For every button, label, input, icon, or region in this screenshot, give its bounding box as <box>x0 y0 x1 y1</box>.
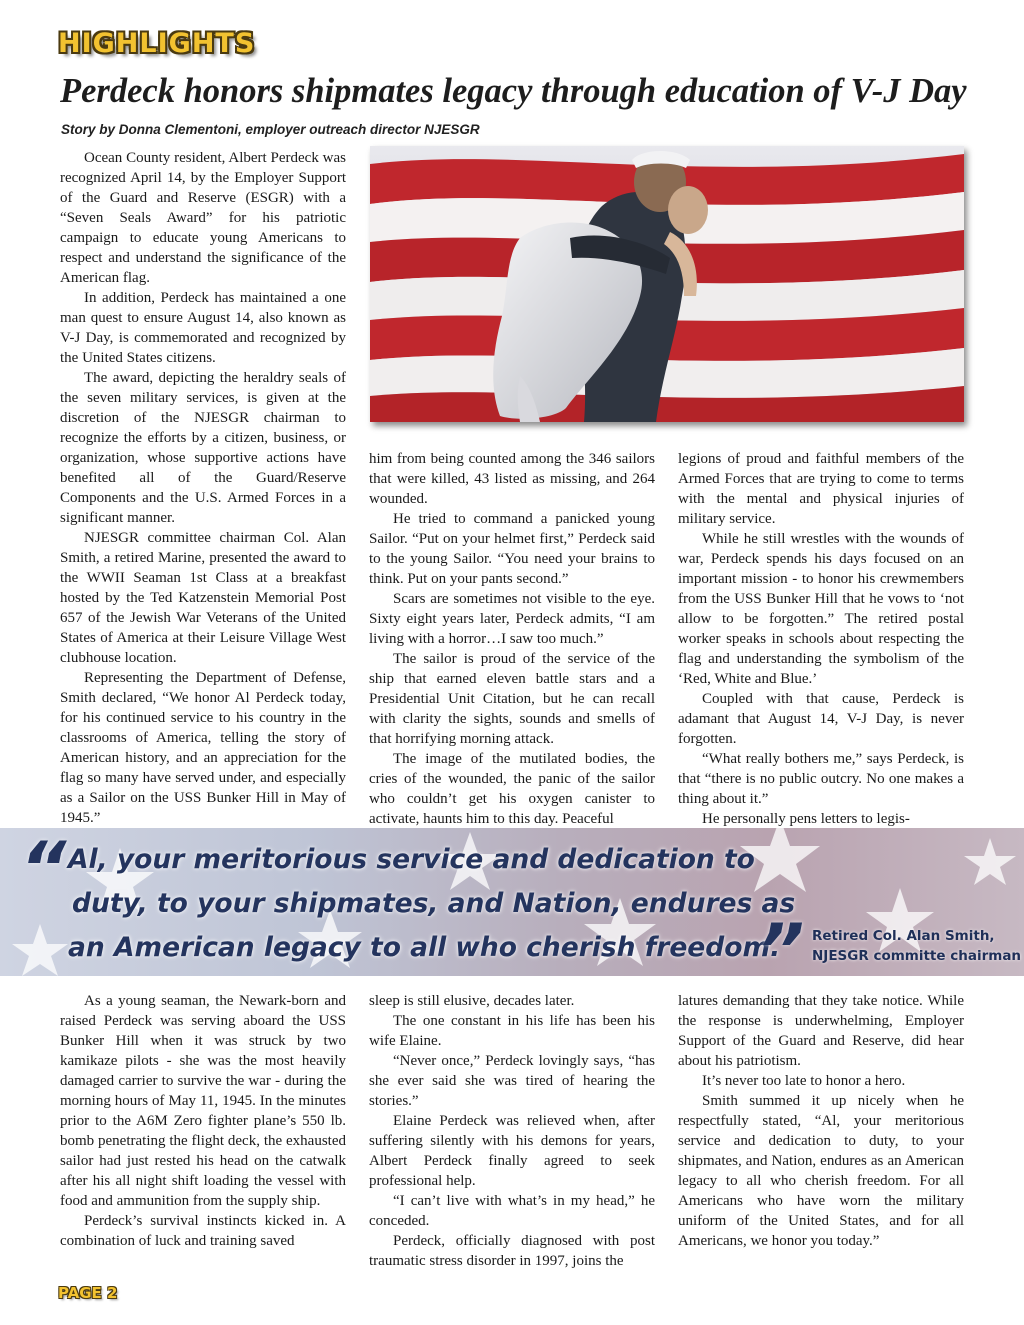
bottom-column-3 <box>678 991 964 1251</box>
paragraph: As a young seaman, the Newark-born and raised Perdeck was serving aboard the USS Bunker Hill when it was struck by two kamikaze pilots - she was the most heavily damaged carrier to survive the war - during the morning hours of May 11, 1945. In the minutes prior to the A6M Zero fighter plane’s 550 lb. bomb penetrating the flight deck, the exhausted sailor had just rested his head on the catwalk after his all night shift loading the vessel with food and ammunition from the supply ship. <box>60 993 346 1209</box>
paragraph: “Never once,” Perdeck lovingly says, “has she ever said she was tired of hearing the stories.” <box>369 1053 655 1109</box>
pull-quote-line: duty, to your shipmates, and Nation, endures as <box>72 888 796 919</box>
pull-quote-text <box>68 838 795 970</box>
open-quote-mark: “ <box>20 828 67 910</box>
paragraph: Perdeck, officially diagnosed with post traumatic stress disorder in 1997, joins the <box>369 1233 655 1269</box>
paragraph: It’s never too late to honor a hero. <box>702 1073 906 1089</box>
paragraph: legions of proud and faithful members of the Armed Forces that are trying to come to terms with the mental and physical injuries of military service. <box>678 451 964 527</box>
paragraph: The award, depicting the heraldry seals of the seven military services, is given at the discretion of the NJESGR chairman to recognize the efforts by a citizen, business, or organization, whose supportive actions have benefited all of the Guard/Reserve Components and the U.S. Armed Forces in a significant manner. <box>60 370 346 526</box>
statue-flag-photo <box>370 146 964 422</box>
paragraph: sleep is still elusive, decades later. <box>369 993 575 1009</box>
paragraph: Elaine Perdeck was relieved when, after suffering silently with his demons for years, Albert Perdeck finally agreed to seek professional help. <box>369 1113 655 1189</box>
paragraph: In addition, Perdeck has maintained a one man quest to ensure August 14, also known as V-J Day, is commemorated and recognized by the United States citizens. <box>60 290 346 366</box>
paragraph: Ocean County resident, Albert Perdeck was recognized April 14, by the Employer Support of the Guard and Reserve (ESGR) with a “Seven Seals Award” for his patriotic campaign to educate young Americans to respect and understand the significance of the American flag. <box>60 150 346 286</box>
paragraph: latures demanding that they take notice. While the response is underwhelming, Employer Support of the Guard and Reserve, did hear about his patriotism. <box>678 993 964 1069</box>
paragraph: “I can’t live with what’s in my head,” he conceded. <box>369 1193 655 1229</box>
page-number: PAGE 2 <box>58 1284 118 1302</box>
paragraph: NJESGR committee chairman Col. Alan Smith, a retired Marine, presented the award to the WWII Seaman 1st Class at a breakfast hosted by the Ted Katzenstein Memorial Post 657 of the Jewish War Veterans of the United States of America at their Leisure Village West clubhouse location. <box>60 530 346 666</box>
bottom-column-1 <box>60 991 346 1251</box>
byline: Story by Donna Clementoni, employer outreach director NJESGR <box>61 122 480 137</box>
pull-quote-line: an American legacy to all who cherish freedom. <box>68 932 781 963</box>
bottom-column-2 <box>369 991 655 1271</box>
paragraph: The one constant in his life has been his wife Elaine. <box>369 1013 655 1049</box>
pull-quote-attribution <box>812 926 1021 966</box>
paragraph: The sailor is proud of the service of the ship that earned eleven battle stars and a Presidential Unit Citation, but he can recall with clarity the sights, sounds and smells of that horrifying morning attack. <box>369 651 655 747</box>
attribution-line: Retired Col. Alan Smith, <box>812 928 995 944</box>
pull-quote-line: Al, your meritorious service and dedication to <box>68 844 755 875</box>
statue-flag-illustration <box>370 146 964 422</box>
paragraph: Scars are sometimes not visible to the eye. Sixty eight years later, Perdeck admits, “I am living with a horror…I saw too much.” <box>369 591 655 647</box>
paragraph: Representing the Department of Defense, Smith declared, “We honor Al Perdeck today, for his continued service to his country in the classrooms of America, telling the story of American history, and an appreciation for the flag so many have served under, and especially as a Sailor on the USS Bunker Hill in May of 1945.” <box>60 670 346 826</box>
paragraph: Perdeck’s survival instincts kicked in. A combination of luck and training saved <box>60 1213 346 1249</box>
paragraph: him from being counted among the 346 sailors that were killed, 43 listed as missing, and 264 wounded. <box>369 451 655 507</box>
paragraph: Coupled with that cause, Perdeck is adamant that August 14, V-J Day, is never forgotten. <box>678 691 964 747</box>
top-column-3 <box>678 449 964 829</box>
close-quote-mark: ” <box>758 908 805 976</box>
paragraph: He personally pens letters to legis- <box>702 811 910 827</box>
paragraph: He tried to command a panicked young Sailor. “Put on your helmet first,” Perdeck said to the young Sailor. “You need your brains to think. Put on your pants second.” <box>369 511 655 587</box>
top-column-1 <box>60 148 346 828</box>
paragraph: While he still wrestles with the wounds of war, Perdeck spends his days focused on an important mission - to honor his crewmembers from the USS Bunker Hill that he vows to ‘not allow to be forgotten.” The retired postal worker speaks in schools about respecting the flag and understanding the symbolism of the ‘Red, White and Blue.’ <box>678 531 964 687</box>
attribution-line: NJESGR committe chairman <box>812 948 1022 964</box>
headline: Perdeck honors shipmates legacy through education of V-J Day <box>60 72 967 110</box>
paragraph: The image of the mutilated bodies, the cries of the wounded, the panic of the sailor who couldn’t get his oxygen canister to activate, haunts him to this day. Peaceful <box>369 751 655 827</box>
paragraph: Smith summed it up nicely when he respectfully stated, “Al, your meritorious service and dedication to duty, to your shipmates, and Nation, endures as an American legacy to all who cherish freedom. For all Americans who have worn the military uniform of the United States, and for all Americans, we honor you today.” <box>678 1093 964 1249</box>
top-column-2 <box>369 449 655 829</box>
pull-quote-band <box>0 828 1024 976</box>
paragraph: “What really bothers me,” says Perdeck, is that “there is no public outcry. No one makes a thing about it.” <box>678 751 964 807</box>
section-tag: HIGHLIGHTS <box>58 28 256 59</box>
